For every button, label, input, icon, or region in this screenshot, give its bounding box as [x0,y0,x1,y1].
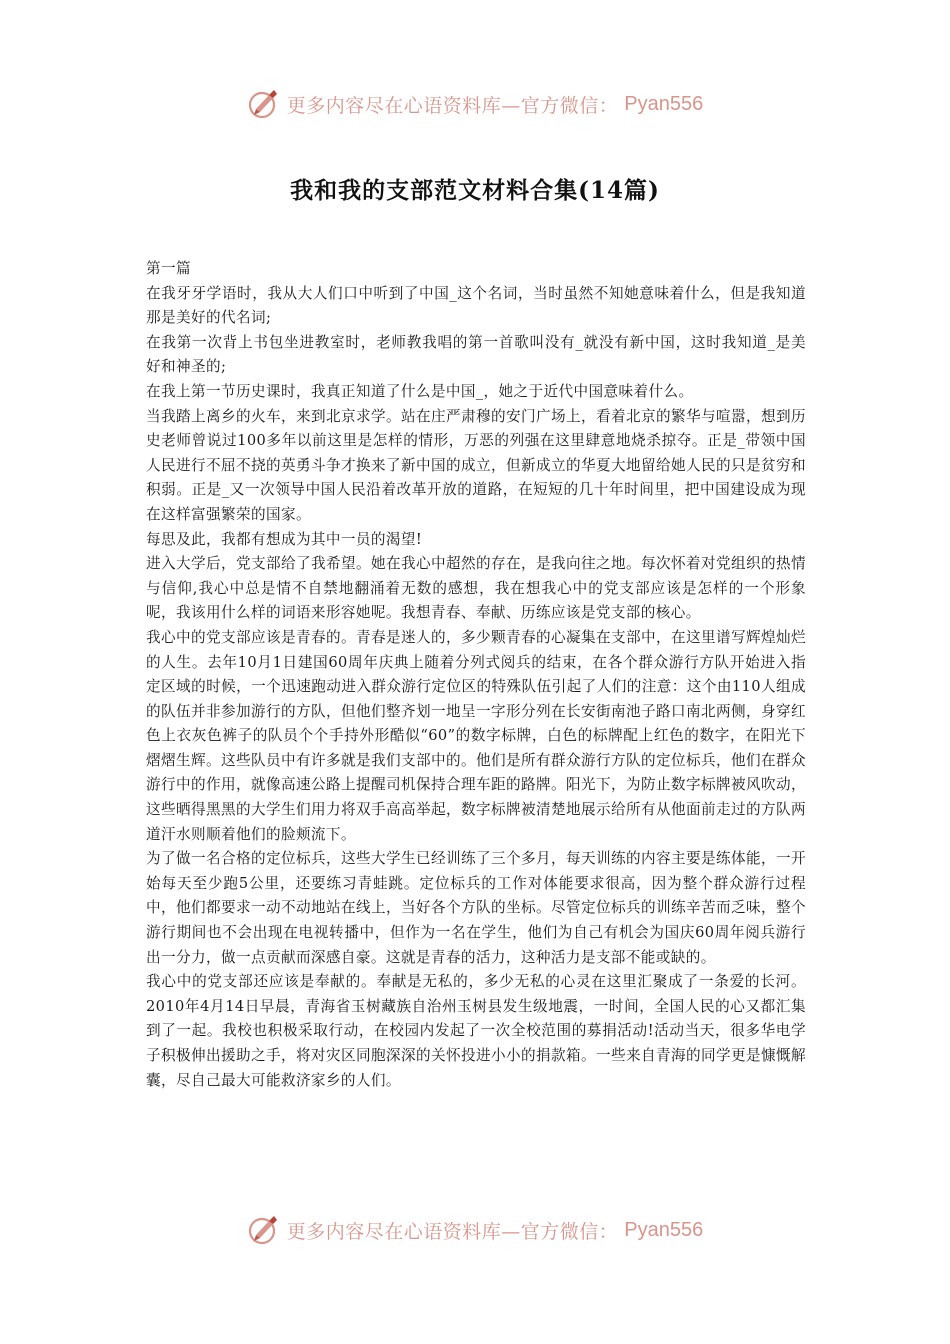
pen-logo-icon [247,87,281,121]
paragraph: 我心中的党支部应该是青春的。青春是迷人的，多少颗青春的心凝集在支部中，在这里谱写辉煌灿烂的人生。去年10月1日建国60周年庆典上随着分列式阅兵的结束，在各个群众游行方队开始进入指定区域的时候，一个迅速跑动进入群众游行定位区的特殊队伍引起了人们的注意：这个由110人组成的队伍并非参加游行的方队，但他们整齐划一地呈一字形分列在长安街南池子路口南北两侧，身穿红色上衣灰色裤子的队员个个手持外形酷似“60”的数字标牌，白色的标牌配上红色的数字，在阳光下熠熠生辉。这些队员中有许多就是我们支部中的。他们是所有群众游行方队的定位标兵，他们在群众游行中的作用，就像高速公路上提醒司机保持合理车距的路牌。阳光下，为防止数字标牌被风吹动，这些晒得黑黑的大学生们用力将双手高高举起，数字标牌被清楚地展示给所有从他面前走过的方队两道汗水则顺着他们的脸颊流下。 [146,628,806,843]
footer-banner-wechat-id: Pyan556 [624,1218,704,1241]
paragraph: 每思及此，我都有想成为其中一员的渴望! [146,530,423,548]
header-watermark-banner [0,82,950,126]
document-body [146,257,806,1093]
paragraph: 在我牙牙学语时，我从大人们口中听到了中国_这个名词，当时虽然不知她意味着什么，但是我知道那是美好的代名词; [146,284,806,327]
footer-watermark-banner [0,1208,950,1252]
paragraph: 为了做一名合格的定位标兵，这些大学生已经训练了三个多月，每天训练的内容主要是练体能，一开始每天至少跑5公里，还要练习青蛙跳。定位标兵的工作对体能要求很高，因为整个群众游行过程中，他们都要求一动不动地站在线上，当好各个方队的坐标。尽管定位标兵的训练辛苦而乏味，整个游行期间也不会出现在电视转播中，但作为一名在学生，他们为自己有机会为国庆60周年阅兵游行出一分力，做一点贡献而深感自豪。这就是青春的活力，这种活力是支部不能或缺的。 [146,850,806,966]
section-label: 第一篇 [146,260,191,277]
paragraph: 在我上第一节历史课时，我真正知道了什么是中国_，她之于近代中国意味着什么。 [146,382,694,400]
paragraph: 进入大学后，党支部给了我希望。她在我心中超然的存在，是我向往之地。每次怀着对党组织的热情与信仰,我心中总是情不自禁地翻涌着无数的感想，我在想我心中的党支部应该是怎样的一个形象呢，我该用什么样的词语来形容她呢。我想青春、奉献、历练应该是党支部的核心。 [146,555,806,622]
header-banner-text: 更多内容尽在心语资料库—官方微信： [286,94,619,117]
paragraph: 我心中的党支部还应该是奉献的。奉献是无私的，多少无私的心灵在这里汇聚成了一条爱的长河。2010年4月14日早晨，青海省玉树藏族自治州玉树县发生级地震，一时间，全国人民的心又都汇集到了一起。我校也积极采取行动，在校园内发起了一次全校范围的募捐活动!活动当天，很多华电学子积极伸出援助之手，将对灾区同胞深深的关怀投进小小的捐款箱。一些来自青海的同学更是慷慨解囊，尽自己最大可能救济家乡的人们。 [146,973,806,1089]
paragraph: 当我踏上离乡的火车，来到北京求学。站在庄严肃穆的安门广场上，看着北京的繁华与喧嚣，想到历史老师曾说过100多年以前这里是怎样的情形，万恶的列强在这里肆意地烧杀掠夺。正是_带领中国人民进行不屈不挠的英勇斗争才换来了新中国的成立，但新成立的华夏大地留给她人民的只是贫穷和积弱。正是_又一次领导中国人民沿着改革开放的道路，在短短的几十年时间里，把中国建设成为现在这样富强繁荣的国家。 [146,407,806,523]
footer-banner-text: 更多内容尽在心语资料库—官方微信： [286,1220,619,1243]
pen-logo-icon [247,1213,281,1247]
header-banner-wechat-id: Pyan556 [624,92,704,115]
document-title: 我和我的支部范文材料合集(14篇) [290,177,660,204]
paragraph: 在我第一次背上书包坐进教室时，老师教我唱的第一首歌叫没有_就没有新中国，这时我知道_是美好和神圣的; [146,333,806,376]
